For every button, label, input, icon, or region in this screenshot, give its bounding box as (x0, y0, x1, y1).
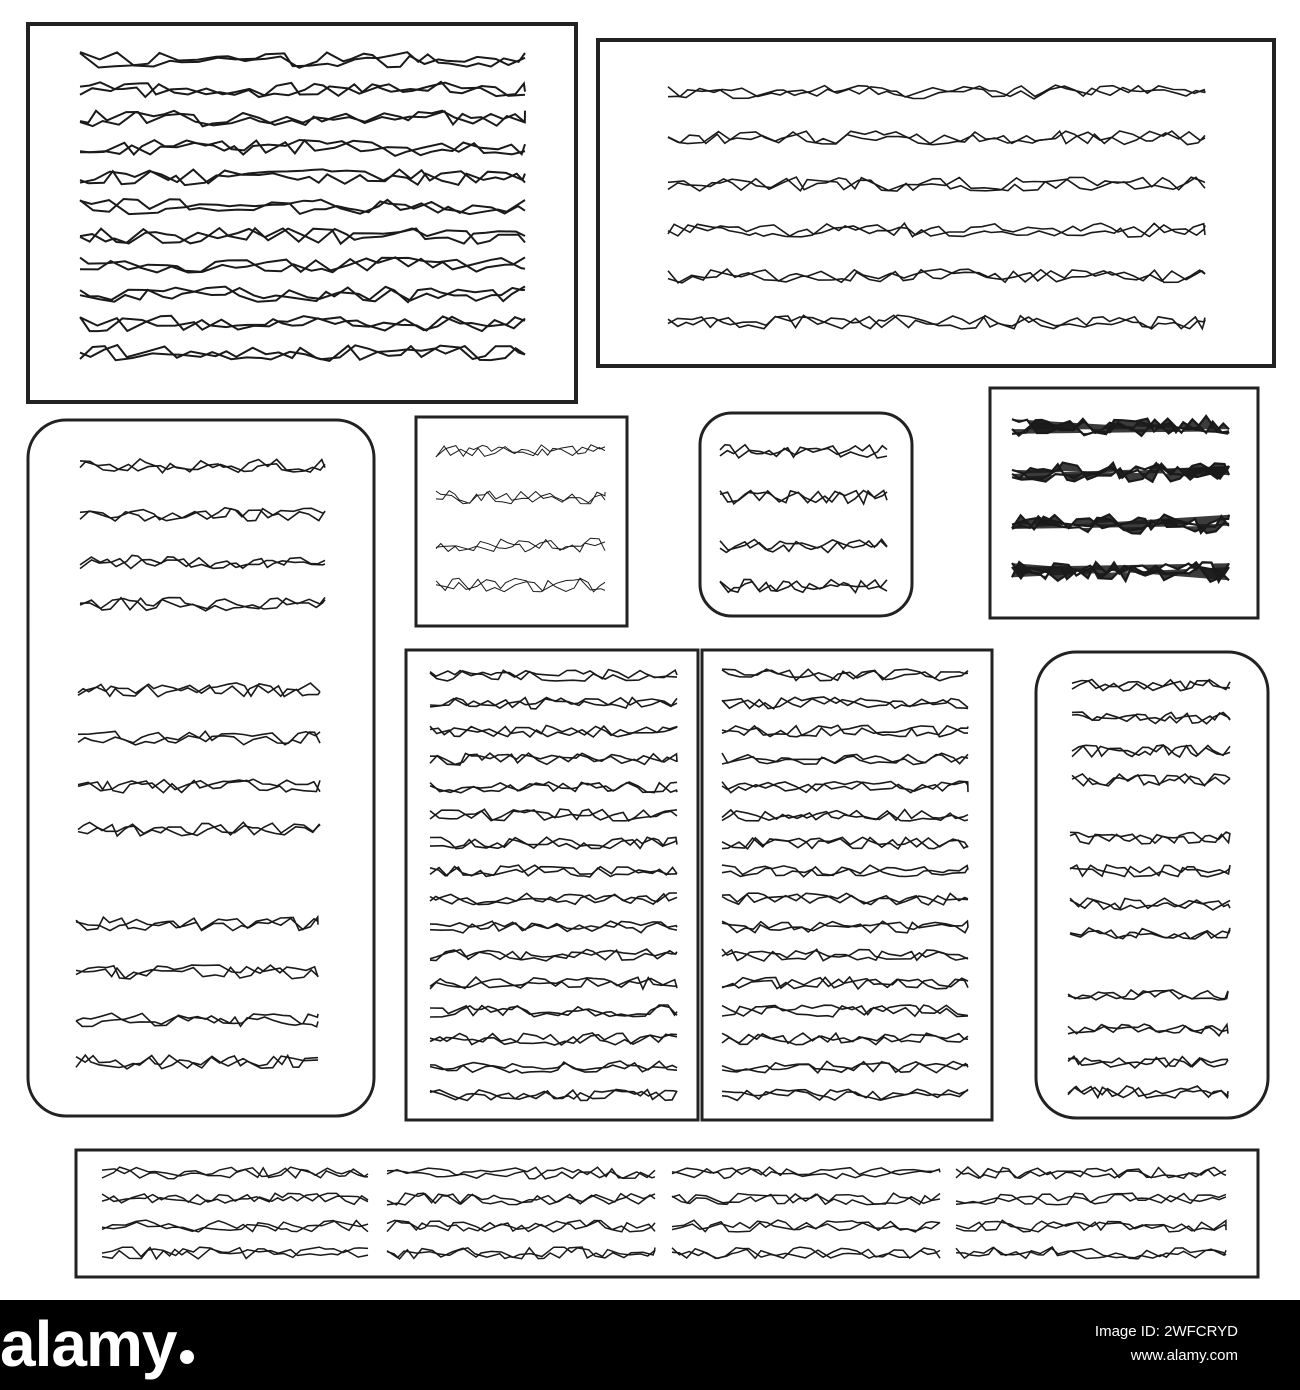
panel-7-right-line-8 (722, 865, 968, 877)
panel-7-right-line-3 (722, 725, 968, 737)
panel-5-line-3 (720, 539, 887, 552)
panel-1-line-8 (80, 257, 525, 272)
panel-7-right-line-5 (722, 781, 968, 793)
panel-7-right-line-2 (722, 697, 968, 709)
panel-3a-line-2 (80, 508, 325, 521)
panel-5-line-1 (720, 445, 887, 458)
panel-7-left-line-5 (430, 782, 677, 793)
panel-8b-line-4 (1070, 928, 1230, 939)
panel-6-line-4 (1012, 562, 1229, 582)
panel-9-col-1-line-1 (102, 1167, 368, 1179)
panel-1-line-10 (80, 316, 525, 331)
panel-4-line-2 (436, 491, 605, 504)
panel-9-col-2-line-2 (387, 1193, 655, 1205)
panel-9-col-4-line-2 (956, 1193, 1226, 1205)
panel-8a-line-1 (1072, 679, 1230, 691)
panel-7-right-line-7 (722, 837, 968, 849)
panel-2-line-2 (668, 131, 1205, 145)
panel-8c-line-4 (1068, 1086, 1228, 1098)
panel-7-left-line-4 (430, 753, 677, 765)
panel-3b-line-3 (78, 779, 320, 793)
panel-9-col-3-line-2 (672, 1193, 940, 1205)
panel-8c-line-2 (1068, 1024, 1228, 1036)
panel-3c-line-2 (76, 965, 318, 979)
panel-8a-line-2 (1072, 712, 1230, 724)
image-id: Image ID: 2WFCRYD (1094, 1323, 1238, 1340)
panel-7-right-line-6 (722, 810, 968, 821)
panel-1-line-11 (80, 345, 525, 361)
panel-8b-line-3 (1070, 898, 1230, 910)
panel-9-col-4-line-3 (956, 1220, 1226, 1232)
panel-3-frame (28, 420, 374, 1116)
panel-7-right-line-12 (722, 977, 968, 989)
panel-2-line-3 (668, 177, 1205, 191)
panel-7-left-line-6 (430, 809, 677, 821)
panel-5-line-4 (720, 579, 887, 592)
panel-7-right-line-4 (722, 753, 968, 765)
panel-3b-line-4 (78, 822, 320, 836)
image-meta (1095, 1320, 1238, 1368)
panel-1-line-6 (80, 199, 525, 214)
panel-7-right-line-14 (722, 1033, 968, 1045)
panel-7-right-line-10 (722, 921, 968, 933)
panel-1-line-7 (80, 228, 525, 244)
panel-7-left-line-1 (430, 670, 677, 682)
panel-6-line-2 (1012, 463, 1229, 482)
panel-7-left-line-12 (430, 977, 677, 989)
panel-7-left-line-15 (430, 1061, 677, 1073)
panel-7-left-line-9 (430, 893, 677, 905)
panel-2-line-1 (668, 85, 1205, 99)
panel-1-line-2 (80, 82, 525, 97)
panel-3b-line-1 (78, 683, 320, 697)
panel-1-line-4 (80, 140, 525, 156)
panel-7-left-line-10 (430, 921, 677, 933)
panel-2-line-5 (668, 269, 1205, 283)
panel-8a-line-3 (1072, 745, 1230, 757)
panel-1-line-1 (80, 52, 525, 68)
panel-7-right-line-15 (722, 1061, 968, 1073)
watermark-footer (0, 1300, 1300, 1390)
panel-7-left-line-7 (430, 837, 677, 849)
panel-9-col-2-line-4 (387, 1247, 655, 1259)
panel-2-line-6 (668, 315, 1205, 329)
panel-9-col-3-line-4 (672, 1247, 940, 1258)
panel-9-col-1-line-3 (102, 1220, 368, 1232)
site-url: www.alamy.com (1130, 1347, 1238, 1364)
panel-7-right-line-1 (722, 669, 968, 681)
panel-7-right-page (702, 650, 992, 1120)
panel-7-left-line-11 (430, 949, 677, 961)
panel-8b-line-1 (1070, 832, 1230, 844)
panel-9-col-1-line-4 (102, 1247, 368, 1259)
panel-3c-line-3 (76, 1013, 318, 1027)
panel-7-left-page (406, 650, 698, 1120)
panel-3a-line-1 (80, 459, 325, 473)
panel-5-frame (700, 413, 912, 616)
panel-4-line-3 (436, 538, 605, 552)
panel-9-col-1-line-2 (102, 1193, 368, 1204)
panel-4-line-1 (436, 445, 605, 457)
panel-7-left-line-8 (430, 865, 677, 877)
panel-7-left-line-14 (430, 1033, 677, 1045)
panel-2-line-4 (668, 223, 1205, 237)
panel-5-line-2 (720, 491, 887, 504)
panel-7-right-line-13 (722, 1005, 968, 1017)
panel-8c-line-1 (1068, 990, 1228, 1000)
panel-7-left-line-2 (430, 698, 677, 709)
panel-7-right-line-9 (722, 893, 968, 905)
panel-9-col-4-line-4 (956, 1247, 1226, 1259)
brand-name: alamy (0, 1308, 177, 1380)
panel-1-line-3 (80, 111, 525, 127)
panel-6-line-3 (1012, 514, 1229, 533)
brand-logo (0, 1308, 194, 1380)
brand-dot-icon (180, 1350, 194, 1364)
panel-7-right-line-11 (722, 949, 968, 961)
panel-9-col-3-line-1 (672, 1167, 940, 1178)
panel-8c-line-3 (1068, 1056, 1228, 1068)
panel-9-col-2-line-1 (387, 1167, 655, 1179)
panel-4-line-4 (436, 578, 605, 592)
panel-9-col-3-line-3 (672, 1220, 940, 1232)
panel-3a-line-3 (80, 555, 325, 568)
panel-8b-line-2 (1070, 865, 1230, 877)
panel-8a-line-4 (1072, 774, 1230, 786)
panel-6-line-1 (1012, 416, 1229, 436)
panel-7-left-line-13 (430, 1005, 677, 1017)
panel-7-left-line-16 (430, 1090, 677, 1101)
panel-3a-line-4 (80, 597, 325, 610)
panel-9-col-4-line-1 (956, 1167, 1226, 1179)
panel-1-line-9 (80, 286, 525, 302)
panel-7-left-line-3 (430, 725, 677, 737)
panel-1-line-5 (80, 169, 525, 185)
panel-3c-line-4 (76, 1055, 318, 1069)
panel-7-right-line-16 (722, 1089, 968, 1100)
panel-3c-line-1 (76, 917, 318, 931)
panel-9-col-2-line-3 (387, 1220, 655, 1232)
panel-3b-line-2 (78, 731, 320, 745)
